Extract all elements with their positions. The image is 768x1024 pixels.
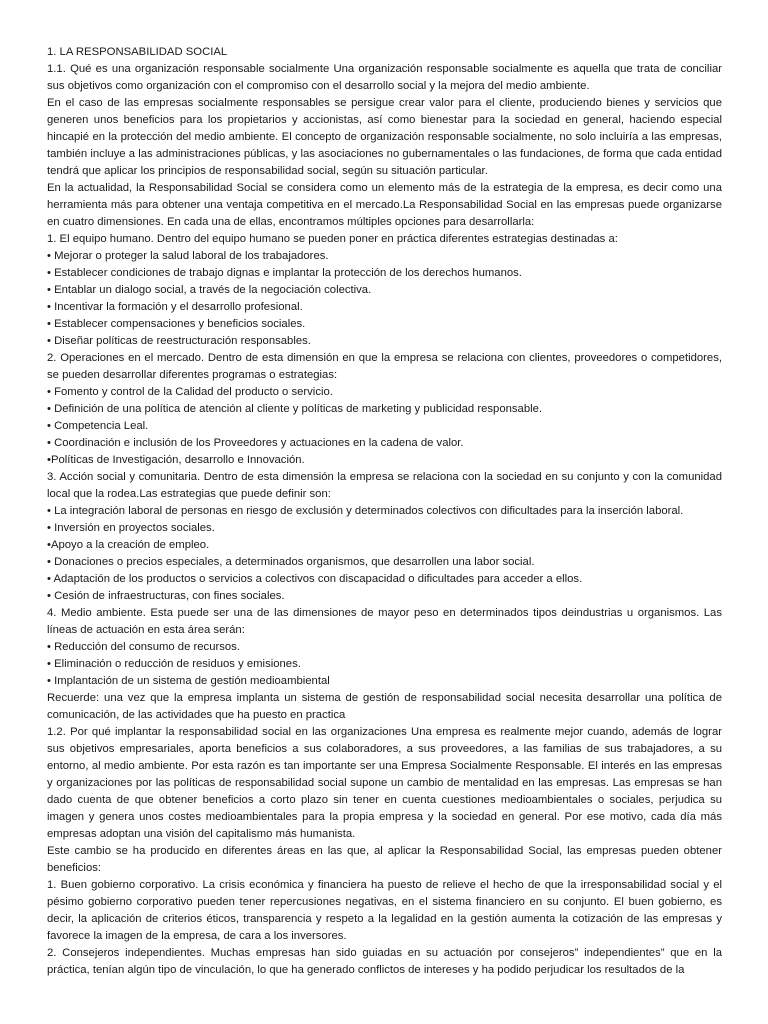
list-item: • Incentivar la formación y el desarrollo profesional.	[47, 301, 303, 313]
paragraph-caso: En el caso de las empresas socialmente responsables se persigue crear valor para el cliente, produciendo bienes y servicios que generen unos beneficios para los propietarios y accionistas, así como bienestar para la sociedad en general, haciendo especial hincapié en la protección del medio ambiente. El concepto de organización responsable socialmente, no solo incluiría a las empresas, también incluye a las administraciones públicas, y las asociaciones no gubernamentales o las fundaciones, de forma que cada entidad tendrá que aplicar los principios de responsabilidad social, según su situación particular.	[47, 97, 722, 177]
list-item: • Inversión en proyectos sociales.	[47, 522, 215, 534]
list-item: • Mejorar o proteger la salud laboral de los trabajadores.	[47, 250, 329, 262]
dimension-1-intro: 1. El equipo humano. Dentro del equipo humano se pueden poner en práctica diferentes estrategias destinadas a:	[47, 233, 618, 245]
list-item: • Definición de una política de atención al cliente y políticas de marketing y publicidad responsable.	[47, 403, 543, 415]
dimension-4-intro: 4. Medio ambiente. Esta puede ser una de las dimensiones de mayor peso en determinados tipos deindustrias u organismos. Las líneas de actuación en esta área serán:	[47, 607, 722, 636]
list-item: • Implantación de un sistema de gestión medioambiental	[47, 675, 330, 687]
list-item: • Adaptación de los productos o servicios a colectivos con discapacidad o dificultades para acceder a ellos.	[47, 573, 583, 585]
paragraph-1-1: 1.1. Qué es una organización responsable socialmente Una organización responsable socialmente es aquella que trata de conciliar sus objetivos como organización con el compromiso con el desarrollo social y la mejora del medio ambiente.	[47, 63, 722, 92]
list-item: • La integración laboral de personas en riesgo de exclusión y determinados colectivos con dificultades para la inserción laboral.	[47, 505, 684, 517]
list-item: •Políticas de Investigación, desarrollo e Innovación.	[47, 454, 305, 466]
list-item: • Cesión de infraestructuras, con fines sociales.	[47, 590, 285, 602]
list-item: • Entablar un dialogo social, a través de la negociación colectiva.	[47, 284, 372, 296]
section-heading: 1. LA RESPONSABILIDAD SOCIAL	[47, 46, 228, 58]
list-item: • Establecer compensaciones y beneficios sociales.	[47, 318, 306, 330]
dimension-3-intro: 3. Acción social y comunitaria. Dentro de esta dimensión la empresa se relaciona con la sociedad en su conjunto y con la comunidad local que la rodea.Las estrategias que puede definir son:	[47, 471, 722, 500]
dimension-2-intro: 2. Operaciones en el mercado. Dentro de esta dimensión en que la empresa se relaciona con clientes, proveedores o competidores, se pueden desarrollar diferentes programas o estrategias:	[47, 352, 722, 381]
paragraph-1-2: 1.2. Por qué implantar la responsabilidad social en las organizaciones Una empresa es realmente mejor cuando, además de lograr sus objetivos empresariales, aporta beneficios a sus colaboradores, a sus proveedores, a las familias de sus trabajadores, a su entorno, al medio ambiente. Por esta razón es tan importante ser una Empresa Socialmente Responsable. El interés en las empresas y organizaciones por las políticas de responsabilidad social supone un cambio de mentalidad en las empresas. Las empresas se han dado cuenta de que obtener beneficios a corto plazo sin tener en cuenta cuestiones medioambientales o sociales, perjudica su imagen y genera unos costes medioambientales para la propia empresa y la sociedad en general. Por ese motivo, cada día más empresas adoptan una visión del capitalismo más humanista.	[47, 726, 722, 840]
paragraph-actualidad: En la actualidad, la Responsabilidad Social se considera como un elemento más de la estrategia de la empresa, es decir como una herramienta más para obtener una ventaja competitiva en el mercado.La Responsabilidad Social en las empresas puede organizarse en cuatro dimensiones. En cada una de ellas, encontramos múltiples opciones para desarrollarla:	[47, 182, 722, 228]
list-item: • Reducción del consumo de recursos.	[47, 641, 240, 653]
list-item: • Donaciones o precios especiales, a determinados organismos, que desarrollen una labor social.	[47, 556, 535, 568]
paragraph-cambio: Este cambio se ha producido en diferentes áreas en las que, al aplicar la Responsabilidad Social, las empresas pueden obtener beneficios:	[47, 845, 722, 874]
list-item: • Competencia Leal.	[47, 420, 149, 432]
list-item: • Eliminación o reducción de residuos y emisiones.	[47, 658, 301, 670]
paragraph-buen-gobierno: 1. Buen gobierno corporativo. La crisis económica y financiera ha puesto de relieve el hecho de que la irresponsabilidad social y el pésimo gobierno corporativo pueden tener repercusiones negativas, en el sistema financiero en su conjunto. El buen gobierno, es decir, la aplicación de criterios éticos, transparencia y respeto a la legalidad en la gestión aumenta la cotización de las empresas y favorece la imagen de la empresa, de cara a los inversores.	[47, 879, 722, 942]
list-item: • Establecer condiciones de trabajo dignas e implantar la protección de los derechos humanos.	[47, 267, 522, 279]
paragraph-recuerde: Recuerde: una vez que la empresa implanta un sistema de gestión de responsabilidad social necesita desarrollar una política de comunicación, de las actividades que ha puesto en practica	[47, 692, 722, 721]
list-item: •Apoyo a la creación de empleo.	[47, 539, 210, 551]
paragraph-consejeros: 2. Consejeros independientes. Muchas empresas han sido guiadas en su actuación por consejeros” independientes” que en la práctica, tenían algún tipo de vinculación, lo que ha generado conflictos de intereses y ha podido perjudicar los resultados de la	[47, 947, 722, 976]
list-item: • Coordinación e inclusión de los Proveedores y actuaciones en la cadena de valor.	[47, 437, 464, 449]
list-item: • Fomento y control de la Calidad del producto o servicio.	[47, 386, 333, 398]
list-item: • Diseñar políticas de reestructuración responsables.	[47, 335, 311, 347]
